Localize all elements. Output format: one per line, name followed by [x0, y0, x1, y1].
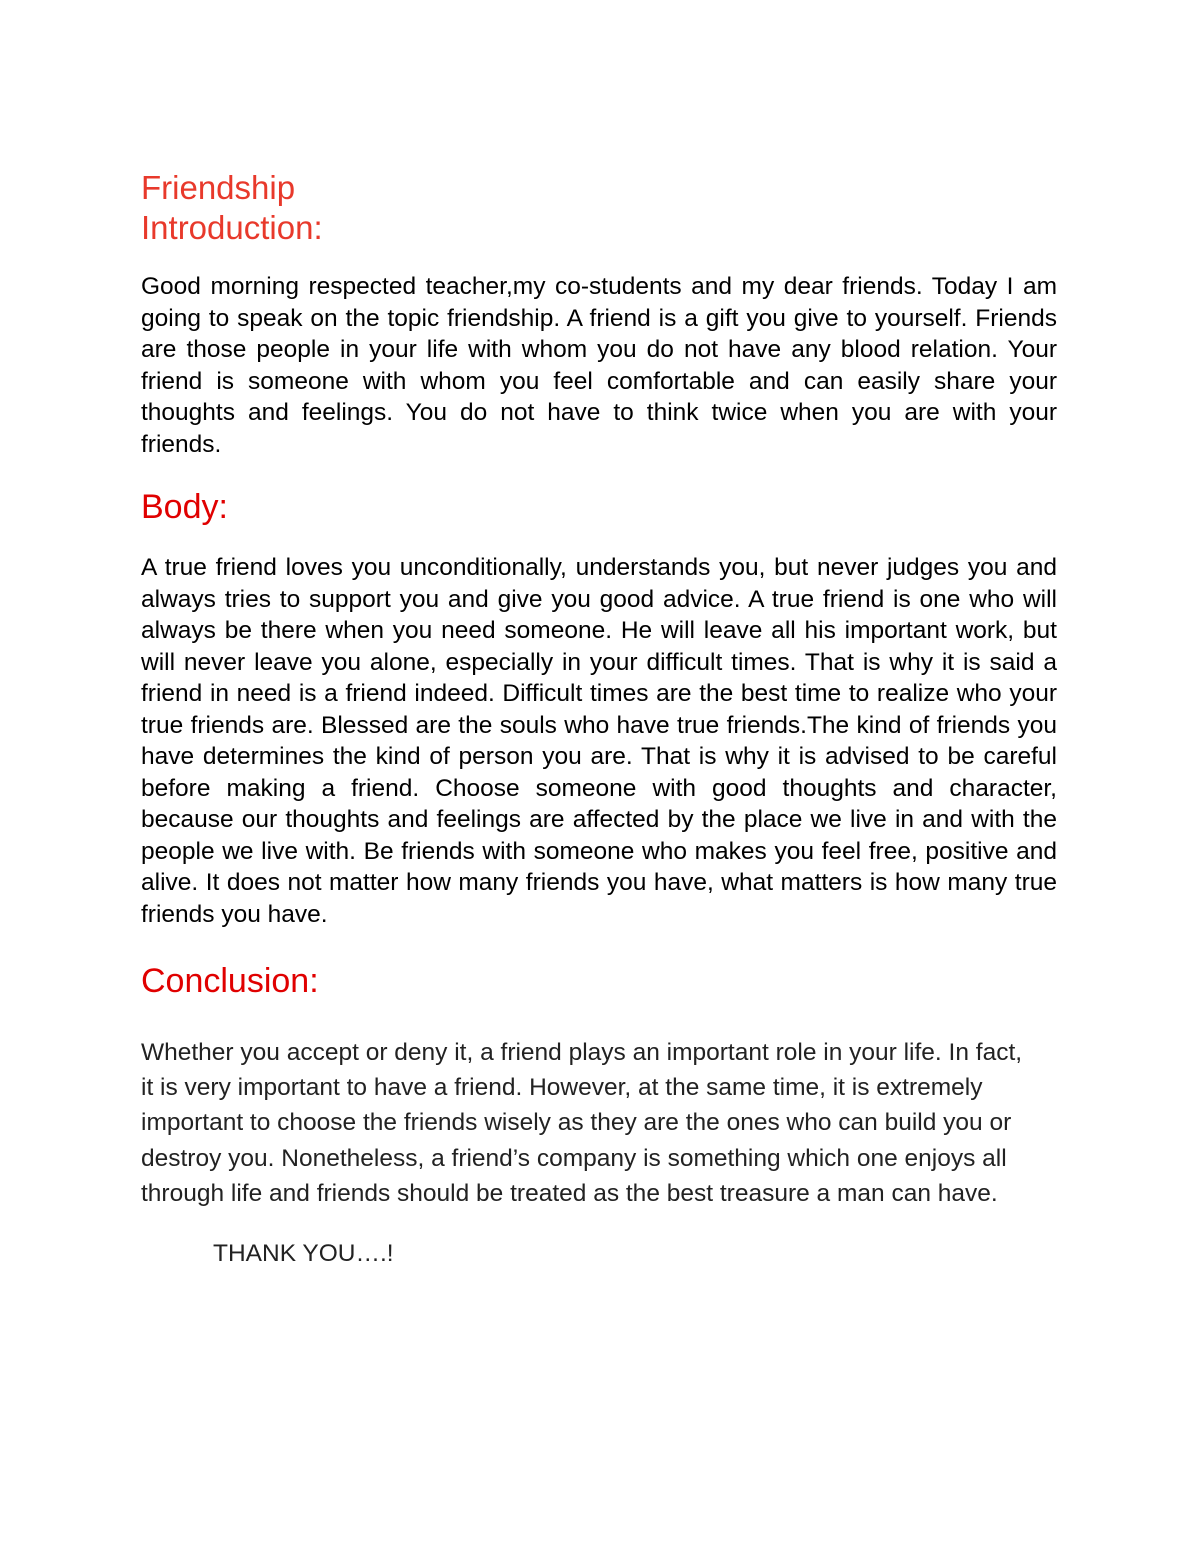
- introduction-paragraph: Good morning respected teacher,my co-students and my dear friends. Today I am going to speak on the topic friendship. A friend is a gift you give to yourself. Friends are those people in your life with whom you do not have any blood relation. Your friend is someone with whom you feel comfortable and can easily share your thoughts and feelings. You do not have to think twice when you are with your friends.: [141, 273, 1057, 458]
- body-heading: Body:: [141, 488, 228, 526]
- document-page: [141, 168, 1057, 1270]
- document-title: Friendship: [141, 169, 296, 206]
- conclusion-paragraph: Whether you accept or deny it, a friend plays an important role in your life. In fact, it is very important to have a friend. However, at the same time, it is extremely important to choose the friends wisely as they are the ones who can build you or destroy you. Nonetheless, a friend’s company is something which one enjoys all through life and friends should be treated as the best treasure a man can have.: [141, 1039, 1023, 1207]
- closing-thank-you: THANK YOU….!: [213, 1240, 394, 1268]
- body-paragraph: A true friend loves you unconditionally, understands you, but never judges you and always tries to support you and give you good advice. A true friend is one who will always be there when you need someone. He will leave all his important work, but will never leave you alone, especially in your difficult times. That is why it is said a friend in need is a friend indeed. Difficult times are the best time to realize who your true friends are. Blessed are the souls who have true friends.The kind of friends you have determines the kind of person you are. That is why it is advised to be careful before making a friend. Choose someone with good thoughts and character, because our thoughts and feelings are affected by the place we live in and with the people we live with. Be friends with someone who makes you feel free, positive and alive. It does not matter how many friends you have, what matters is how many true friends you have.: [141, 554, 1057, 928]
- introduction-heading: Introduction:: [141, 209, 323, 246]
- conclusion-heading: Conclusion:: [141, 962, 319, 1000]
